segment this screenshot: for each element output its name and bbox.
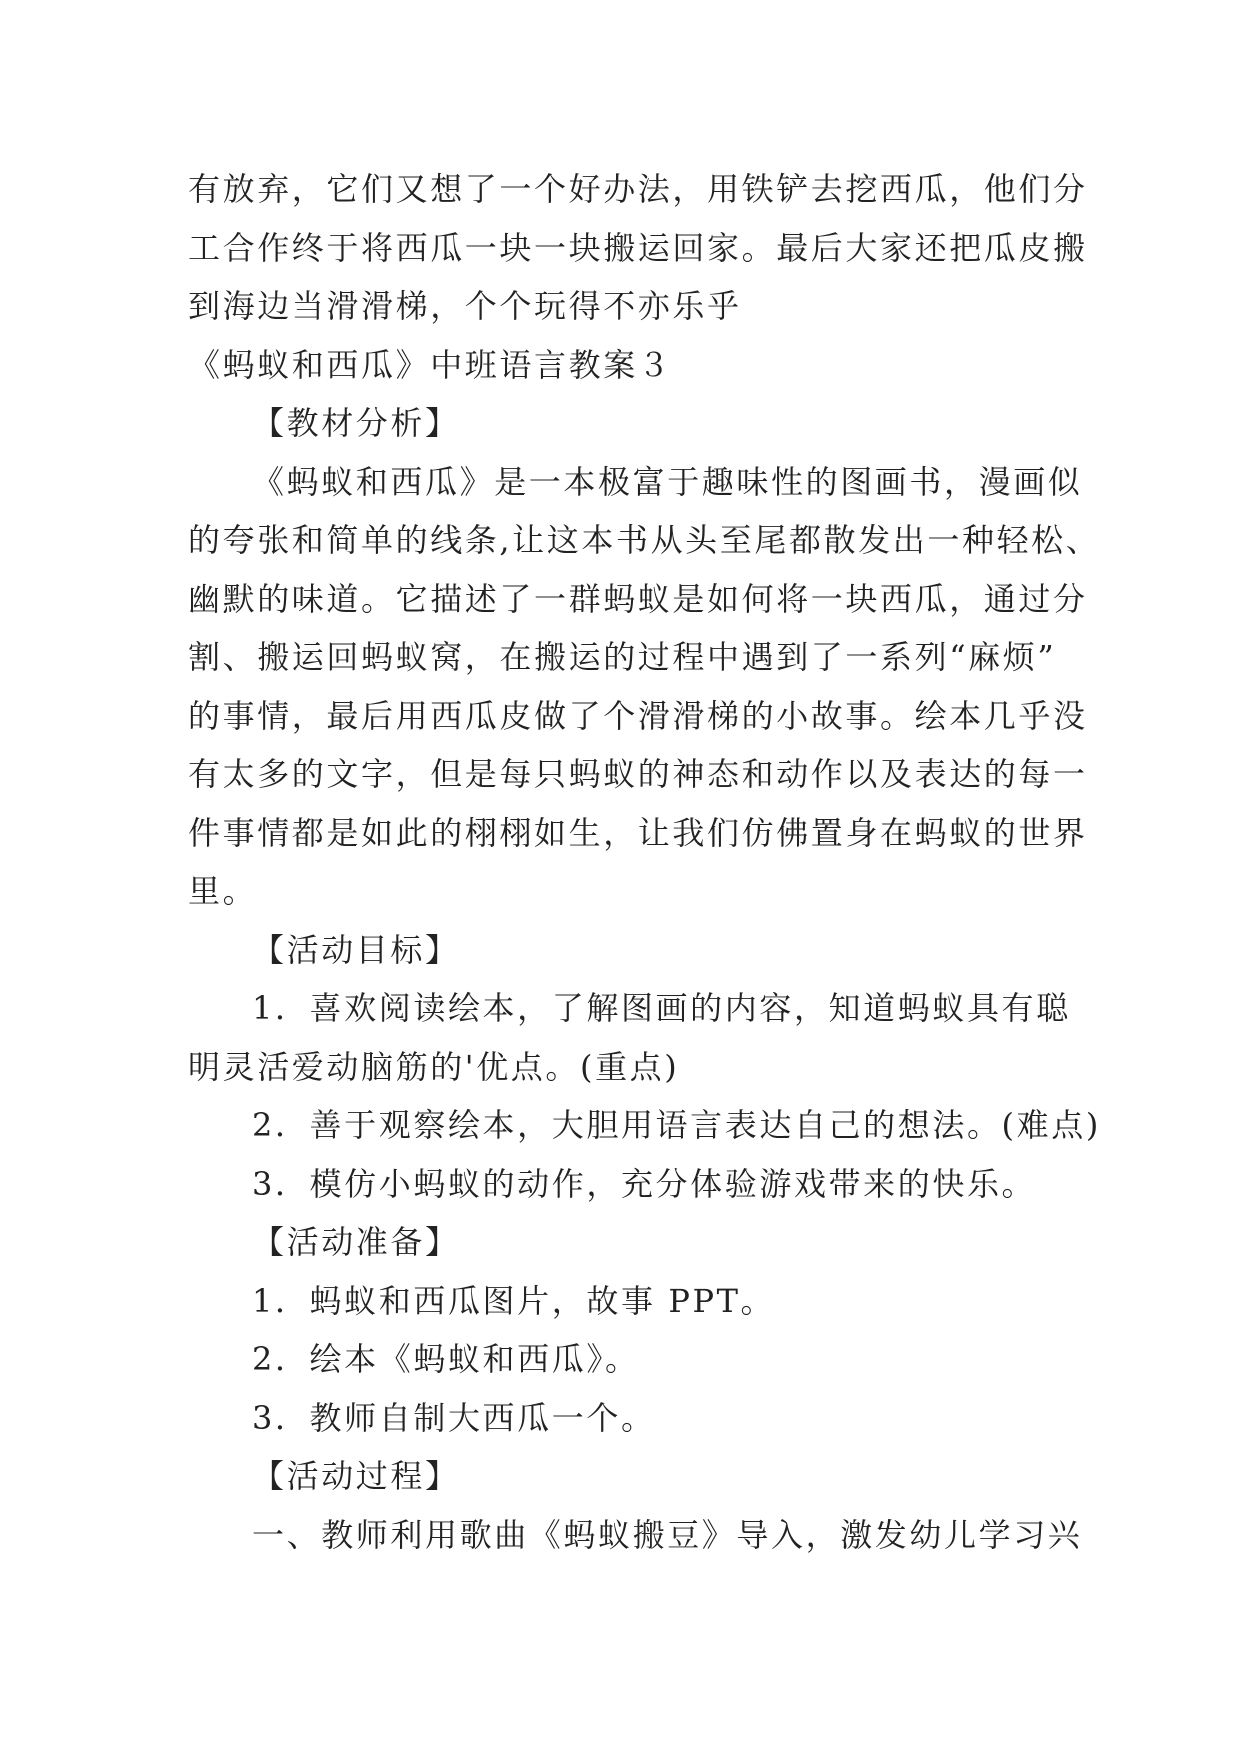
section-title: 《蚂蚁和西瓜》中班语言教案３: [188, 345, 673, 384]
text-line: 到海边当滑滑梯，个个玩得不亦乐乎: [188, 287, 742, 325]
section-heading: 【活动准备】: [252, 1223, 460, 1261]
document-body: [188, 160, 1101, 1564]
list-item: 2．善于观察绘本，大胆用语言表达自己的想法。(难点): [252, 1106, 1101, 1144]
section-heading: 【活动过程】: [252, 1457, 460, 1495]
text-line: 工合作终于将西瓜一块一块搬运回家。最后大家还把瓜皮搬: [188, 228, 1088, 267]
list-item: 3．模仿小蚂蚁的动作，充分体验游戏带来的快乐。: [252, 1164, 1037, 1203]
section-heading: 【活动目标】: [252, 930, 460, 969]
text-line: 明灵活爱动脑筋的'优点。(重点): [188, 1047, 680, 1086]
text-line: 里。: [188, 872, 258, 910]
text-line: 件事情都是如此的栩栩如生，让我们仿佛置身在蚂蚁的世界: [188, 813, 1088, 852]
list-item: 1．喜欢阅读绘本，了解图画的内容，知道蚂蚁具有聪: [252, 989, 1071, 1027]
text-line: 的夸张和简单的线条,让这本书从头至尾都散发出一种轻松、: [188, 521, 1101, 559]
list-item: 一、教师利用歌曲《蚂蚁搬豆》导入，激发幼儿学习兴: [252, 1515, 1083, 1554]
text-line: 的事情，最后用西瓜皮做了个滑滑梯的小故事。绘本几乎没: [188, 696, 1088, 735]
list-item: 1．蚂蚁和西瓜图片，故事 PPT。: [252, 1281, 776, 1320]
list-item: 2．绘本《蚂蚁和西瓜》。: [252, 1340, 640, 1378]
text-line: 有太多的文字，但是每只蚂蚁的神态和动作以及表达的每一: [188, 755, 1088, 793]
text-line: 幽默的味道。它描述了一群蚂蚁是如何将一块西瓜，通过分: [188, 579, 1088, 618]
text-line: 割、搬运回蚂蚁窝，在搬运的过程中遇到了一系列“麻烦”: [188, 638, 1057, 676]
list-item: 3．教师自制大西瓜一个。: [252, 1398, 656, 1437]
section-heading: 【教材分析】: [252, 404, 460, 442]
text-line: 有放弃，它们又想了一个好办法，用铁铲去挖西瓜，他们分: [188, 170, 1088, 208]
text-line: 《蚂蚁和西瓜》是一本极富于趣味性的图画书，漫画似: [252, 462, 1083, 501]
